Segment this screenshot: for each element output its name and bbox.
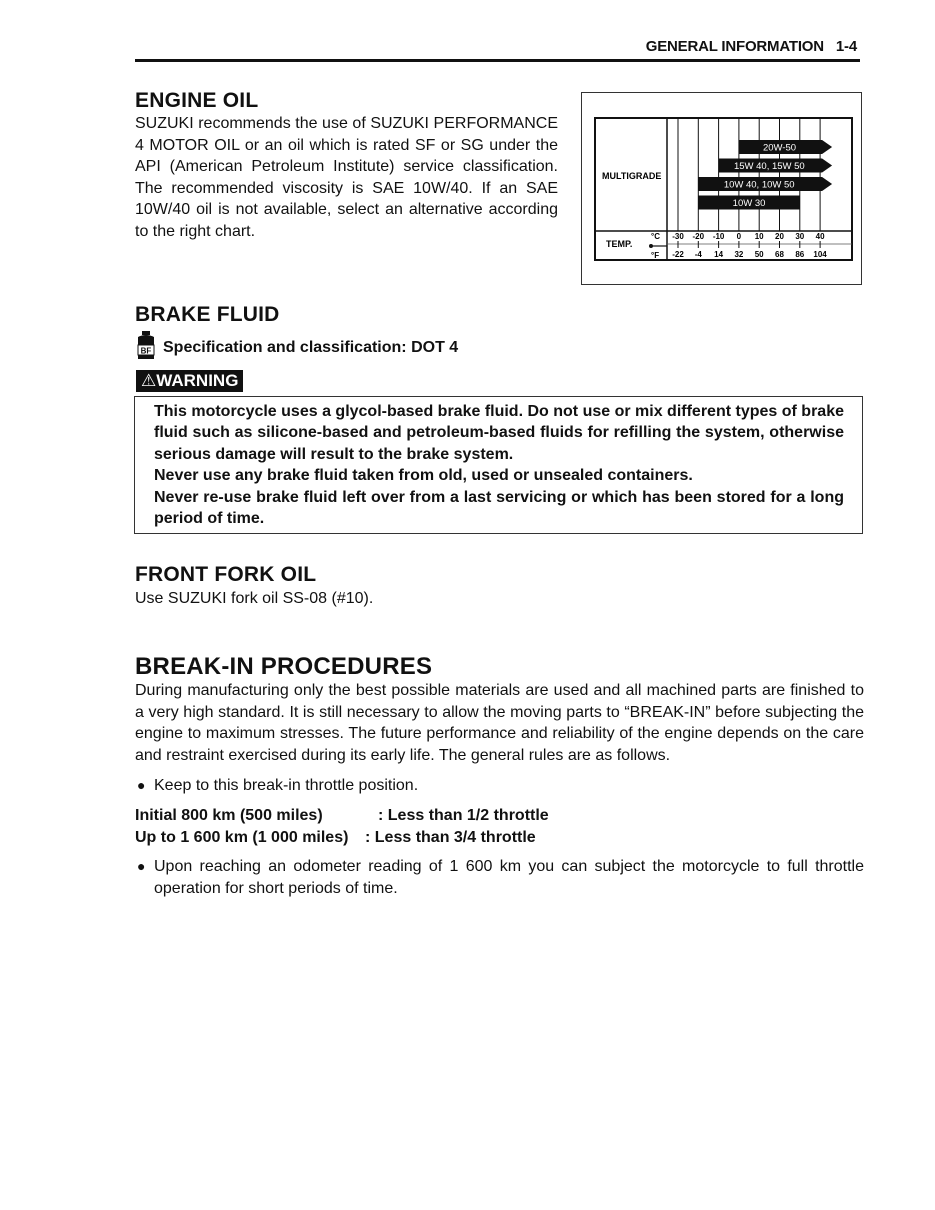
celsius-tick-label: -20 — [692, 232, 705, 241]
brake-fluid-title: BRAKE FLUID — [135, 303, 280, 326]
viscosity-bar-label: 15W 40, 15W 50 — [733, 161, 805, 172]
break-in-paragraph: During manufacturing only the best possible materials are used and all machined parts are finished to a very high standard. It is still necessary to allow the moving parts to “BREAK-IN” before subjecting the engine to maximum stresses. The future performance and reliability of the engine depends on the care and restraint exercised during its early life. The general rules are as follows. — [135, 682, 864, 764]
fahrenheit-tick-label: 14 — [714, 250, 724, 259]
running-header — [646, 38, 857, 55]
fahrenheit-tick-label: 104 — [813, 250, 827, 259]
front-fork-oil-title: FRONT FORK OIL — [135, 563, 317, 586]
throttle-row — [135, 827, 549, 849]
engine-oil-paragraph: SUZUKI recommends the use of SUZUKI PERFORMANCE 4 MOTOR OIL or an oil which is rated SF or SG under the API (American Petroleum Institute) service classification. The recommended viscosity is SAE 10W/40. If an SAE 10W/40 oil is not available, select an alternative according to the right chart. — [135, 115, 558, 240]
break-in-bullet-1 — [137, 775, 864, 797]
brake-fluid-spec: Specification and classification: DOT 4 — [163, 339, 459, 356]
bullet-dot-icon: ● — [137, 777, 146, 793]
temp-label: TEMP. — [606, 239, 633, 249]
fahrenheit-tick-label: 50 — [754, 250, 764, 259]
brake-fluid-can-icon — [135, 330, 157, 360]
celsius-tick-label: 30 — [795, 232, 805, 241]
page-number: 1-4 — [835, 38, 857, 55]
throttle-row — [135, 805, 549, 827]
header-section: GENERAL INFORMATION — [645, 38, 824, 55]
celsius-tick-label: 10 — [754, 232, 764, 241]
warning-badge — [136, 370, 243, 392]
fahrenheit-tick-label: -22 — [672, 250, 684, 259]
celsius-tick-label: 20 — [775, 232, 784, 241]
fahrenheit-tick-label: 86 — [795, 250, 805, 259]
warning-triangle-icon: ⚠ — [141, 371, 157, 390]
break-in-title: BREAK-IN PROCEDURES — [135, 653, 433, 680]
bullet-1-text: Keep to this break-in throttle position. — [154, 777, 419, 794]
celsius-tick-label: -30 — [672, 232, 684, 241]
engine-oil-title: ENGINE OIL — [135, 89, 259, 112]
warning-line-3: Never re-use brake fluid left over from a last servicing or which has been stored for a long period of time. — [154, 488, 844, 528]
viscosity-bar-label: 20W-50 — [762, 142, 797, 154]
viscosity-bar-label: 10W 40, 10W 50 — [723, 179, 795, 191]
celsius-tick-label: -10 — [712, 232, 725, 241]
fahrenheit-tick-label: 32 — [734, 250, 744, 259]
break-in-bullet-2 — [137, 856, 864, 899]
brake-fluid-icon-text: BF — [140, 346, 152, 356]
throttle-range: Initial 800 km (500 miles) — [135, 807, 323, 824]
warning-line-1: This motorcycle uses a glycol-based brake fluid. Do not use or mix different types of brake fluid such as silicone-based and petroleum-based fluids for refilling the system, otherwise serious damage will result to the brake system. — [154, 403, 844, 463]
throttle-limit: : Less than 3/4 throttle — [365, 828, 536, 846]
throttle-table — [135, 805, 549, 848]
bullet-dot-icon: ● — [137, 858, 146, 874]
fahrenheit-unit: °F — [651, 251, 660, 260]
fahrenheit-tick-label: 68 — [775, 250, 784, 259]
front-fork-oil-text: Use SUZUKI fork oil SS-08 (#10). — [135, 590, 374, 607]
bullet-2-text: Upon reaching an odometer reading of 1 600 km you can subject the motorcycle to full throttle operation for short periods of time. — [154, 858, 864, 897]
throttle-range: Up to 1 600 km (1 000 miles) — [135, 828, 349, 846]
viscosity-chart — [581, 92, 862, 285]
fahrenheit-tick-label: -4 — [694, 250, 702, 259]
throttle-limit: : Less than 1/2 throttle — [378, 807, 549, 824]
celsius-tick-label: 40 — [815, 232, 825, 241]
warning-label: WARNING — [156, 371, 239, 390]
multigrade-label: MULTIGRADE — [602, 171, 662, 181]
warning-line-2: Never use any brake fluid taken from old, used or unsealed containers. — [154, 467, 693, 485]
celsius-unit: °C — [651, 232, 660, 241]
celsius-tick-label: 0 — [736, 232, 742, 241]
viscosity-bar-label: 10W 30 — [732, 198, 766, 209]
header-rule — [135, 59, 860, 62]
warning-text — [154, 401, 844, 529]
